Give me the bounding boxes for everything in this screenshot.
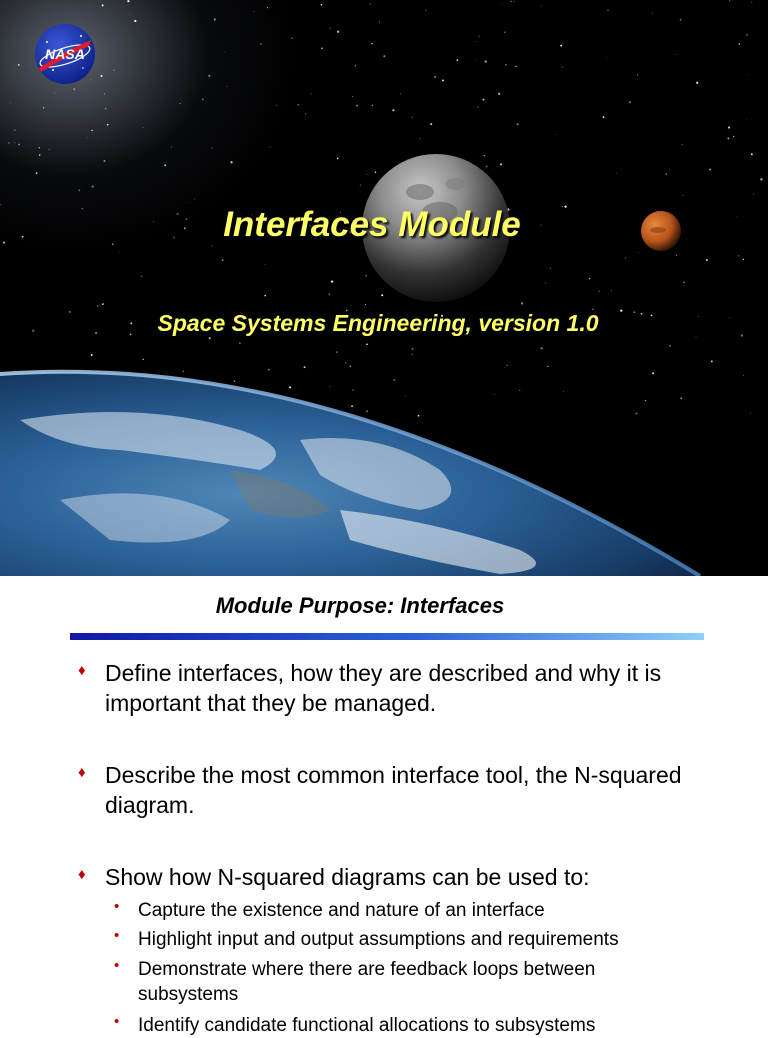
star <box>562 67 563 68</box>
star <box>91 354 93 356</box>
star <box>328 293 330 295</box>
star <box>383 55 385 57</box>
star <box>298 104 299 105</box>
star <box>738 43 739 44</box>
star <box>202 98 204 100</box>
slide-title: Interfaces Module <box>223 205 521 244</box>
star <box>330 28 331 29</box>
star <box>49 149 50 150</box>
star <box>214 19 216 21</box>
star <box>331 280 333 282</box>
star <box>365 304 366 305</box>
star <box>607 57 608 58</box>
star <box>738 255 739 256</box>
star <box>589 278 591 280</box>
bullet-list <box>0 576 768 1036</box>
dot-bullet-icon: • <box>114 1013 120 1030</box>
star <box>412 354 413 355</box>
star <box>105 108 107 110</box>
star <box>97 305 99 307</box>
star <box>100 75 102 77</box>
star <box>230 161 232 163</box>
slide-subtitle: Space Systems Engineering, version 1.0 <box>157 310 599 336</box>
star <box>746 120 747 121</box>
star <box>39 154 40 155</box>
star <box>637 74 638 75</box>
star <box>103 160 105 162</box>
star <box>652 13 653 14</box>
star <box>629 101 631 103</box>
sub-bullet-text: Identify candidate functional allocations to subsystems <box>138 1015 596 1036</box>
star <box>39 147 40 148</box>
dot-bullet-icon: • <box>114 957 120 974</box>
star <box>515 66 517 68</box>
star <box>625 257 627 259</box>
star <box>400 94 401 95</box>
star <box>18 144 20 146</box>
star <box>8 142 10 144</box>
star <box>379 21 380 22</box>
star <box>264 295 266 297</box>
star <box>355 65 356 66</box>
star <box>54 93 55 94</box>
star <box>321 4 323 6</box>
star <box>748 74 749 75</box>
star <box>666 173 667 174</box>
star <box>696 82 698 84</box>
star <box>485 60 487 62</box>
star <box>321 47 323 49</box>
star <box>729 0 730 1</box>
star <box>550 268 551 269</box>
star <box>683 195 684 196</box>
star <box>599 291 600 292</box>
star <box>411 348 413 350</box>
star <box>291 37 293 39</box>
star <box>541 347 543 349</box>
star <box>18 64 20 66</box>
star <box>434 76 436 78</box>
dot-bullet-icon: • <box>114 898 120 915</box>
diamond-bullet-icon: ♦ <box>78 866 86 883</box>
star <box>260 43 262 45</box>
star <box>336 351 337 352</box>
star <box>753 194 754 195</box>
star <box>337 158 339 160</box>
sub-bullet-text: Capture the existence and nature of an interface <box>138 900 545 921</box>
star <box>709 168 711 170</box>
star <box>134 20 136 22</box>
sub-bullet-text: Demonstrate where there are feedback loops between subsystems <box>138 959 596 1005</box>
star <box>43 107 45 109</box>
star <box>477 106 478 107</box>
star <box>102 4 104 6</box>
star <box>73 88 75 90</box>
star <box>504 31 506 33</box>
star <box>209 337 211 339</box>
star <box>337 31 339 33</box>
star <box>728 126 730 128</box>
star <box>180 103 181 104</box>
bullet-text: Show how N-squared diagrams can be used to: <box>105 864 590 890</box>
star <box>141 276 142 277</box>
nasa-logo-text: NASA <box>45 46 85 62</box>
star <box>129 15 130 16</box>
star <box>352 96 353 97</box>
star <box>102 303 104 305</box>
star <box>456 59 458 61</box>
star <box>746 34 748 36</box>
star <box>442 79 444 81</box>
bullet-text: Define interfaces, how they are described and why it is important that they be managed. <box>105 660 662 716</box>
star <box>682 144 683 145</box>
star <box>164 164 166 166</box>
star <box>521 302 523 304</box>
star <box>36 172 38 174</box>
star <box>265 264 266 265</box>
star <box>669 345 670 346</box>
star <box>10 103 11 104</box>
star <box>603 116 605 118</box>
star <box>305 113 307 115</box>
star <box>733 136 734 137</box>
star <box>372 105 373 106</box>
star <box>310 93 311 94</box>
star <box>254 11 255 12</box>
star <box>15 142 16 143</box>
star <box>92 185 94 187</box>
star <box>127 0 129 2</box>
star <box>505 64 507 66</box>
star <box>212 148 213 149</box>
star <box>556 134 557 135</box>
star <box>751 153 753 155</box>
star <box>227 86 228 87</box>
star <box>305 119 306 120</box>
star <box>107 124 109 126</box>
star <box>502 3 503 4</box>
star <box>143 127 144 128</box>
star <box>270 147 271 148</box>
star <box>78 189 80 191</box>
content-slide <box>0 576 768 1036</box>
star <box>356 105 358 107</box>
star <box>267 7 268 8</box>
star <box>560 45 562 47</box>
star <box>14 129 16 131</box>
nasa-logo-icon <box>33 22 97 86</box>
star <box>212 245 213 246</box>
star <box>479 36 480 37</box>
star <box>510 1 511 2</box>
star <box>513 1 514 2</box>
star <box>91 130 92 131</box>
sub-bullet-text: Highlight input and output assumptions and requirements <box>138 929 619 950</box>
star <box>638 252 639 253</box>
star <box>222 259 224 261</box>
star <box>483 99 485 101</box>
dot-bullet-icon: • <box>114 927 120 944</box>
star <box>680 19 682 21</box>
star <box>676 54 677 55</box>
star <box>194 199 195 200</box>
star <box>676 255 677 256</box>
star <box>616 173 617 174</box>
star <box>371 43 372 44</box>
content-slide-title: Module Purpose: Interfaces <box>215 593 505 618</box>
bullet-text: Describe the most common interface tool, the N-squared diagram. <box>105 762 682 818</box>
star <box>545 283 546 284</box>
earth-image <box>0 360 768 576</box>
star <box>611 290 612 291</box>
diamond-bullet-icon: ♦ <box>78 662 86 679</box>
star <box>171 147 172 148</box>
star <box>119 251 120 252</box>
diamond-bullet-icon: ♦ <box>78 764 86 781</box>
star <box>425 10 426 11</box>
star <box>104 93 105 94</box>
star <box>541 6 542 7</box>
star <box>498 93 500 95</box>
star <box>412 117 413 118</box>
star <box>276 105 277 106</box>
star <box>683 282 684 283</box>
star <box>225 51 226 52</box>
star <box>706 259 708 261</box>
star <box>370 3 371 4</box>
star <box>208 75 210 77</box>
star <box>476 41 477 42</box>
star <box>607 10 608 11</box>
star <box>752 2 753 3</box>
star <box>475 60 476 61</box>
star <box>392 109 394 111</box>
star <box>190 202 191 203</box>
star <box>743 259 744 260</box>
star <box>366 343 368 345</box>
star <box>239 342 240 343</box>
star <box>727 137 729 139</box>
star <box>430 123 432 125</box>
star <box>420 138 421 139</box>
star <box>760 178 762 180</box>
star <box>517 123 519 125</box>
star <box>86 137 87 138</box>
star <box>113 70 114 71</box>
